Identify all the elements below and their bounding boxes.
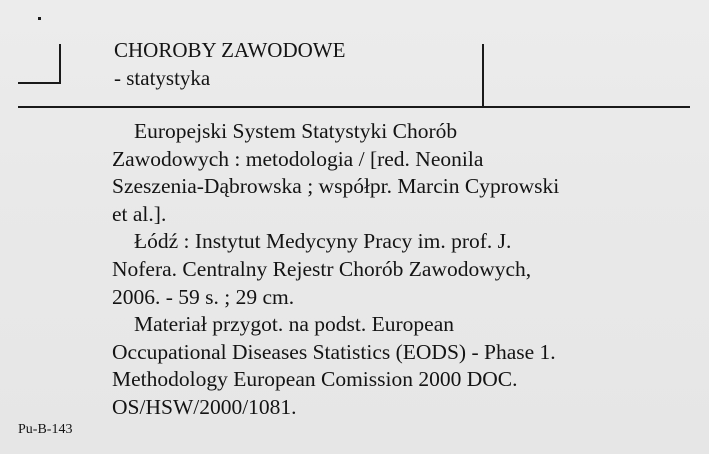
record-line: Europejski System Statystyki Chorób xyxy=(134,119,458,143)
record-line: 2006. - 59 s. ; 29 cm. xyxy=(112,284,295,309)
heading-right-rule xyxy=(482,44,484,107)
shelf-mark: Pu-B-143 xyxy=(18,422,73,437)
record-line: Nofera. Centralny Rejestr Chorób Zawodowych, xyxy=(112,256,532,281)
record-line: Szeszenia-Dąbrowska ; współpr. Marcin Cyprowski xyxy=(112,174,560,199)
record-line: Łódź : Instytut Medycyny Pracy im. prof. J. xyxy=(134,229,512,254)
card-corner-mark-horizontal xyxy=(18,82,61,84)
record-line: Materiał przygot. na podst. European xyxy=(134,312,455,337)
card-corner-mark-vertical xyxy=(59,44,61,84)
note-statement xyxy=(112,311,652,421)
bibliographic-record xyxy=(112,118,652,422)
title-statement xyxy=(112,118,652,228)
punch-mark xyxy=(38,17,41,20)
subject-heading xyxy=(114,36,345,92)
record-line: OS/HSW/2000/1081. xyxy=(112,394,297,419)
subject-heading-subdivision: - statystyka xyxy=(114,66,211,90)
record-line: Zawodowych : metodologia / [red. Neonila xyxy=(112,146,484,171)
publication-statement xyxy=(112,228,652,311)
record-line: et al.]. xyxy=(112,201,167,226)
record-line: Methodology European Comission 2000 DOC. xyxy=(112,367,518,392)
heading-bottom-rule xyxy=(18,106,690,108)
record-line: Occupational Diseases Statistics (EODS) - Phase 1. xyxy=(112,339,556,364)
subject-heading-main: CHOROBY ZAWODOWE xyxy=(114,38,346,62)
